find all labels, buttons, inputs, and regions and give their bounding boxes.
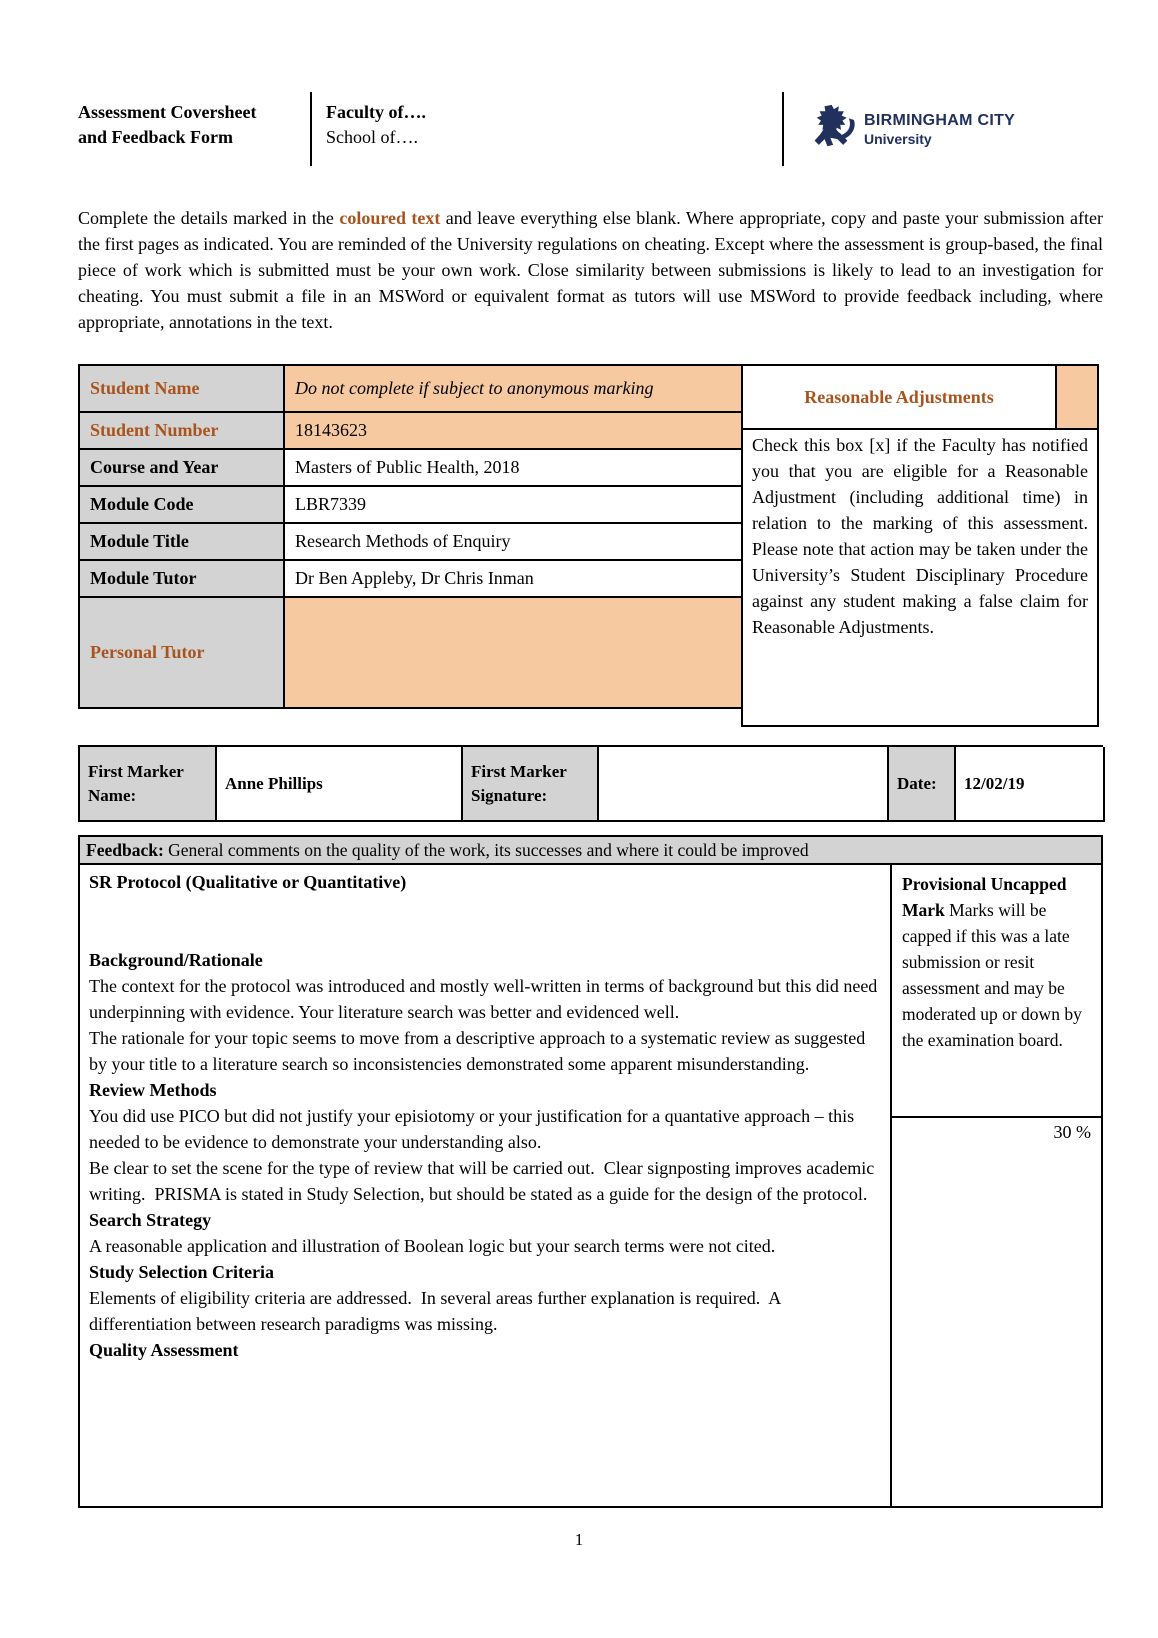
provisional-mark-panel (892, 865, 1101, 1118)
personal-tutor-field[interactable] (285, 598, 743, 709)
background-rationale-paragraph-1: The context for the protocol was introduced and mostly well-written in terms of background but this did need underpinning with evidence. Your literature search was better and evidenced well. (89, 976, 882, 1022)
details-section (78, 364, 1099, 727)
first-marker-signature-field[interactable] (599, 747, 889, 822)
background-rationale-paragraph-2: The rationale for your topic seems to move from a descriptive approach to a systematic review as suggested by your title to a literature search so inconsistencies demonstrated some apparent misunderstanding. (89, 1028, 870, 1074)
logo-text (864, 112, 1015, 147)
background-rationale-heading: Background/Rationale (89, 950, 263, 970)
feedback-label: Feedback: (86, 839, 164, 860)
date-label: Date: (889, 747, 956, 822)
module-tutor-label: Module Tutor (80, 561, 285, 598)
mark-value: 30 % (1053, 1122, 1091, 1142)
review-methods-paragraph-1: You did use PICO but did not justify your episiotomy or your justification for a quantative approach – this needed to be evidence to demonstrate your understanding also. (89, 1106, 859, 1152)
student-details-table (78, 364, 743, 709)
provisional-mark-note: Marks will be capped if this was a late submission or resit assessment and may be moderated up or down by the examination board. (902, 900, 1082, 1050)
first-marker-name-value: Anne Phillips (217, 747, 463, 822)
faculty-block (312, 92, 782, 166)
review-methods-heading: Review Methods (89, 1080, 217, 1100)
student-number-label: Student Number (80, 413, 285, 450)
quality-assessment-heading: Quality Assessment (89, 1340, 239, 1360)
search-strategy-paragraph: A reasonable application and illustration of Boolean logic but your search terms were not cited. (89, 1236, 776, 1256)
page-number: 1 (574, 1530, 584, 1549)
reasonable-adjustments-title: Reasonable Adjustments (804, 386, 994, 407)
instructions-paragraph (78, 205, 1103, 335)
first-marker-signature-label: First Marker Signature: (463, 747, 599, 822)
feedback-body (78, 865, 1103, 1508)
provisional-mark-title: Provisional Uncapped Mark (902, 874, 1067, 920)
module-code-label: Module Code (80, 487, 285, 524)
module-title-value: Research Methods of Enquiry (285, 524, 743, 561)
instructions-part1: Complete the details marked in the (78, 208, 340, 228)
form-title (78, 92, 310, 166)
reasonable-adjustments-table (741, 364, 1099, 727)
module-code-value: LBR7339 (285, 487, 743, 524)
university-logo (784, 92, 1015, 166)
coloured-text-highlight: coloured text (339, 208, 441, 228)
school-name: School of…. (326, 127, 418, 147)
module-tutor-value: Dr Ben Appleby, Dr Chris Inman (285, 561, 743, 598)
date-value: 12/02/19 (956, 747, 1105, 822)
search-strategy-heading: Search Strategy (89, 1210, 212, 1230)
personal-tutor-label: Personal Tutor (80, 598, 285, 709)
first-marker-table (78, 745, 1103, 822)
feedback-header-bar (78, 835, 1103, 865)
form-title-line1: Assessment Coversheet (78, 102, 257, 122)
logo-line1: BIRMINGHAM CITY (864, 111, 1016, 129)
feedback-comments (80, 865, 892, 1506)
logo-line2: University (864, 130, 932, 147)
reasonable-adjustments-body: Check this box [x] if the Faculty has notified you that you are eligible for a Reasonable Adjustment (including additional time) in relation to the marking of this assessment. Please note that action may be taken under the University’s Student Disciplinary Procedure against any student making a false claim for Reasonable Adjustments. (743, 428, 1097, 725)
student-name-label: Student Name (80, 366, 285, 413)
reasonable-adjustments-checkbox-cell[interactable] (1055, 366, 1097, 428)
first-marker-name-label: First Marker Name: (80, 747, 217, 822)
module-title-label: Module Title (80, 524, 285, 561)
protocol-title: SR Protocol (Qualitative or Quantitative) (89, 872, 407, 892)
review-methods-paragraph-2: Be clear to set the scene for the type of review that will be carried out. Clear signposting improves academic writing. PRISMA is stated in Study Selection, but should be stated as a guide for the design of the protocol. (89, 1158, 879, 1204)
study-selection-heading: Study Selection Criteria (89, 1262, 274, 1282)
lion-icon (806, 100, 856, 159)
faculty-name: Faculty of…. (326, 102, 426, 122)
instructions-part2: and leave everything else blank. Where appropriate, copy and paste your submission after the first pages as indicated. You are reminded of the University regulations on cheating. Except where the assessment is group-based, the final piece of work which is submitted must be your own work. Close similarity between submissions is likely to lead to an investigation for cheating. You must submit a file in an MSWord or equivalent format as tutors will use MSWord to provide feedback including, where appropriate, annotations in the text. (78, 208, 1103, 332)
course-year-value: Masters of Public Health, 2018 (285, 450, 743, 487)
student-number-field[interactable]: 18143623 (285, 413, 743, 450)
reasonable-adjustments-header (743, 366, 1097, 428)
student-name-field[interactable]: Do not complete if subject to anonymous marking (285, 366, 743, 413)
feedback-description: General comments on the quality of the work, its successes and where it could be improved (163, 839, 809, 860)
page-header (78, 92, 1103, 166)
study-selection-paragraph: Elements of eligibility criteria are addressed. In several areas further explanation is required. A differentiation between research paradigms was missing. (89, 1288, 785, 1334)
form-title-line2: and Feedback Form (78, 127, 233, 147)
mark-column (892, 865, 1101, 1506)
course-year-label: Course and Year (80, 450, 285, 487)
